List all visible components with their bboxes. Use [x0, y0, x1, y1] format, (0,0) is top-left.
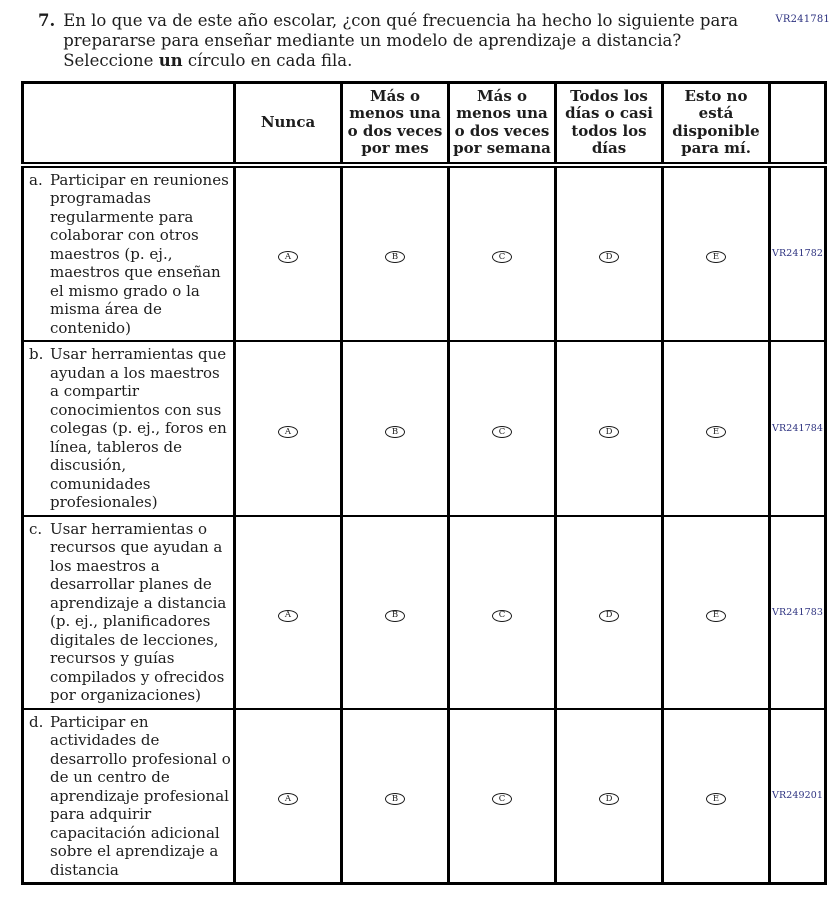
row-d-bubble-b[interactable]: B: [385, 793, 405, 805]
row-d-code: VR249201: [770, 709, 826, 884]
row-c-bubble-e[interactable]: E: [706, 610, 726, 622]
row-b-bubble-a[interactable]: A: [278, 426, 298, 438]
row-b-bubble-c[interactable]: C: [492, 426, 512, 438]
row-a-bubble-a[interactable]: A: [278, 251, 298, 263]
question-number: 7.: [38, 11, 56, 30]
column-header-nunca: Nunca: [235, 83, 342, 165]
column-header-no-disponible: Esto no está disponible para mí.: [663, 83, 770, 165]
table-corner-cell: [23, 83, 235, 165]
row-b-label: Usar herramientas que ayudan a los maestros a compartir conocimientos con sus colegas (p. ej., foros en línea, tableros de discusión, comunidades profesionales): [50, 345, 227, 511]
row-c-bubble-d[interactable]: D: [599, 610, 619, 622]
row-c-bubble-a[interactable]: A: [278, 610, 298, 622]
row-a-option-cell-no-disponible: [663, 165, 770, 342]
row-b-option-cell-semana: [449, 341, 556, 516]
row-b-item: [23, 341, 235, 516]
row-b-bubble-d[interactable]: D: [599, 426, 619, 438]
row-a-option-cell-nunca: [235, 165, 342, 342]
row-d-bubble-a[interactable]: A: [278, 793, 298, 805]
row-b-bubble-e[interactable]: E: [706, 426, 726, 438]
question-block: [38, 11, 840, 71]
row-d-option-cell-dias: [556, 709, 663, 884]
row-b-option-cell-mes: [342, 341, 449, 516]
row-c-code: VR241783: [770, 516, 826, 709]
frequency-response-table: [21, 81, 827, 885]
question-text-after: círculo en cada fila.: [182, 51, 353, 70]
row-b-option-cell-nunca: [235, 341, 342, 516]
row-a-label: Participar en reuniones programadas regularmente para colaborar con otros maestros (p. ej., maestros que enseñan el mismo grado o la misma área de contenido): [50, 170, 229, 337]
row-d-option-cell-nunca: [235, 709, 342, 884]
row-c-option-cell-nunca: [235, 516, 342, 709]
row-b-code: VR241784: [770, 341, 826, 516]
row-c-bubble-b[interactable]: B: [385, 610, 405, 622]
row-d-option-cell-no-disponible: [663, 709, 770, 884]
row-b-option-cell-dias: [556, 341, 663, 516]
row-c-letter: c.: [29, 519, 43, 538]
row-b-option-cell-no-disponible: [663, 341, 770, 516]
row-d-label: Participar en actividades de desarrollo profesional o de un centro de aprendizaje profesional para adquirir capacitación adicional sobre el aprendizaje a distancia: [50, 712, 231, 879]
row-d-bubble-d[interactable]: D: [599, 793, 619, 805]
row-a-bubble-d[interactable]: D: [599, 251, 619, 263]
row-c-option-cell-mes: [342, 516, 449, 709]
row-d-letter: d.: [29, 712, 44, 731]
row-c-option-cell-no-disponible: [663, 516, 770, 709]
table-row-c: [23, 516, 826, 709]
row-c-label: Usar herramientas o recursos que ayudan a los maestros a desarrollar planes de aprendizaje a distancia (p. ej., planificadores digitales de lecciones, recursos y guías compilados y ofrecidos por organizaciones): [50, 519, 227, 704]
column-header-code: [770, 83, 826, 165]
form-code-top-right: VR241781: [775, 14, 830, 25]
row-a-option-cell-dias: [556, 165, 663, 342]
row-c-item: [23, 516, 235, 709]
row-c-bubble-c[interactable]: C: [492, 610, 512, 622]
row-a-bubble-e[interactable]: E: [706, 251, 726, 263]
table-header-row: [23, 83, 826, 165]
column-header-veces-por-semana: Más o menos una o dos veces por semana: [449, 83, 556, 165]
row-a-bubble-c[interactable]: C: [492, 251, 512, 263]
table-row-a: [23, 165, 826, 342]
question-text-before: En lo que va de este año escolar, ¿con qué frecuencia ha hecho lo siguiente para prepararse para enseñar mediante un modelo de aprendizaje a distancia? Seleccione: [63, 11, 739, 70]
question-text: [63, 11, 763, 71]
row-a-option-cell-semana: [449, 165, 556, 342]
question-text-emphasis: un: [158, 51, 183, 70]
row-a-option-cell-mes: [342, 165, 449, 342]
table-row-b: [23, 341, 826, 516]
row-c-option-cell-semana: [449, 516, 556, 709]
row-d-bubble-e[interactable]: E: [706, 793, 726, 805]
row-d-option-cell-semana: [449, 709, 556, 884]
row-a-letter: a.: [29, 170, 43, 189]
row-a-bubble-b[interactable]: B: [385, 251, 405, 263]
row-a-code: VR241782: [770, 165, 826, 342]
row-d-option-cell-mes: [342, 709, 449, 884]
row-a-item: [23, 165, 235, 342]
row-d-bubble-c[interactable]: C: [492, 793, 512, 805]
column-header-todos-los-dias: Todos los días o casi todos los días: [556, 83, 663, 165]
table-row-d: [23, 709, 826, 884]
column-header-veces-por-mes: Más o menos una o dos veces por mes: [342, 83, 449, 165]
row-b-bubble-b[interactable]: B: [385, 426, 405, 438]
row-b-letter: b.: [29, 345, 44, 363]
row-d-item: [23, 709, 235, 884]
row-c-option-cell-dias: [556, 516, 663, 709]
